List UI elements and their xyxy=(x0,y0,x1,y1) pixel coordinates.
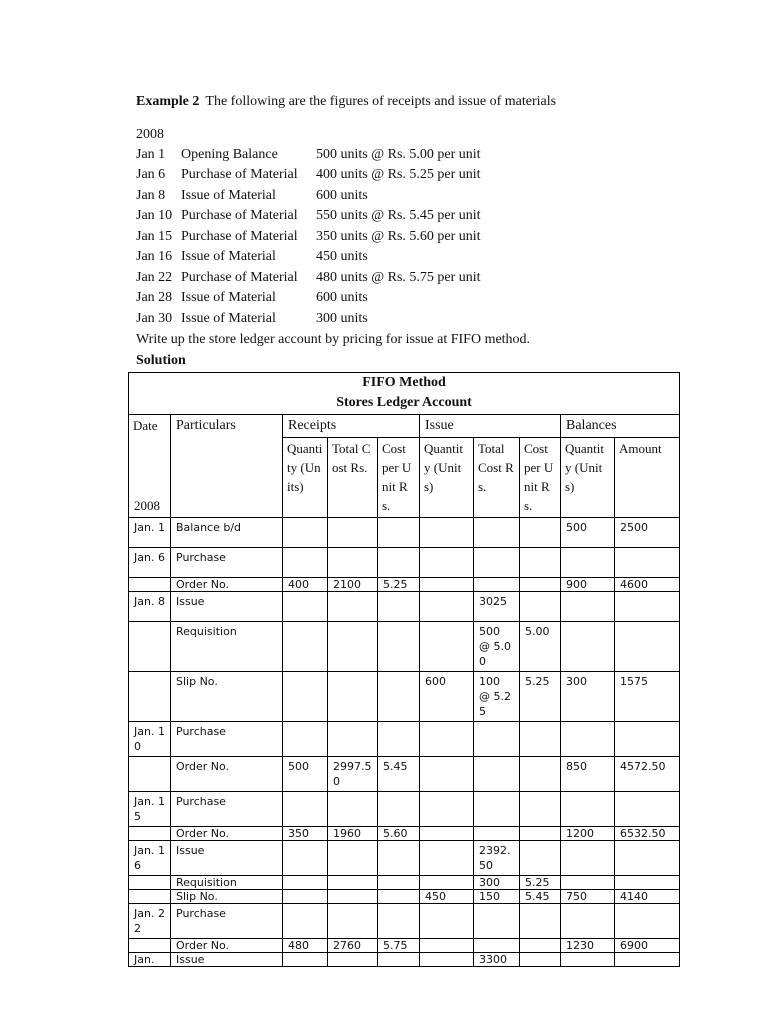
row-issue-quantity: 600 xyxy=(420,672,474,722)
row-receipt-total-cost xyxy=(328,890,378,904)
header-date-label: Date xyxy=(133,418,158,433)
ledger-subtitle: Stores Ledger Account xyxy=(336,395,472,410)
row-issue-total-cost xyxy=(474,904,520,939)
row-receipt-cost-per-unit xyxy=(378,722,420,757)
row-issue-quantity xyxy=(420,548,474,578)
row-receipt-cost-per-unit xyxy=(378,672,420,722)
table-row xyxy=(129,904,680,939)
row-particulars: Issue xyxy=(171,841,283,876)
row-issue-quantity xyxy=(420,757,474,792)
row-issue-quantity xyxy=(420,953,474,967)
row-issue-cost-per-unit xyxy=(520,939,561,953)
row-balance-amount xyxy=(615,548,680,578)
row-receipt-cost-per-unit xyxy=(378,592,420,622)
row-issue-cost-per-unit xyxy=(520,827,561,841)
row-receipt-cost-per-unit xyxy=(378,622,420,672)
row-receipt-quantity xyxy=(283,548,328,578)
row-date xyxy=(129,876,171,890)
row-balance-quantity xyxy=(561,722,615,757)
row-balance-amount: 2500 xyxy=(615,518,680,548)
row-issue-cost-per-unit xyxy=(520,953,561,967)
row-receipt-cost-per-unit xyxy=(378,548,420,578)
row-particulars: Slip No. xyxy=(171,672,283,722)
row-date xyxy=(129,939,171,953)
row-particulars: Purchase xyxy=(171,904,283,939)
row-issue-quantity xyxy=(420,578,474,592)
row-date: Jan. 15 xyxy=(129,792,171,827)
transaction-particular: Purchase of Material xyxy=(181,270,298,285)
header-date xyxy=(129,415,171,518)
transaction-date: Jan 16 xyxy=(136,249,173,264)
row-issue-quantity xyxy=(420,841,474,876)
row-receipt-total-cost xyxy=(328,518,378,548)
row-receipt-quantity xyxy=(283,622,328,672)
row-issue-quantity xyxy=(420,622,474,672)
row-particulars: Issue xyxy=(171,592,283,622)
row-balance-amount xyxy=(615,592,680,622)
row-balance-amount: 4572.50 xyxy=(615,757,680,792)
row-issue-cost-per-unit: 5.25 xyxy=(520,876,561,890)
row-issue-cost-per-unit: 5.45 xyxy=(520,890,561,904)
row-issue-quantity: 450 xyxy=(420,890,474,904)
row-particulars: Order No. xyxy=(171,757,283,792)
transaction-particular: Purchase of Material xyxy=(181,229,298,244)
row-receipt-total-cost: 2100 xyxy=(328,578,378,592)
header-receipts-cost-per-unit: Cost per Unit Rs. xyxy=(378,438,420,518)
table-row xyxy=(129,518,680,548)
transaction-date: Jan 28 xyxy=(136,290,173,305)
row-issue-total-cost: 3025 xyxy=(474,592,520,622)
header-issue-total-cost: Total Cost Rs. xyxy=(474,438,520,518)
row-date xyxy=(129,578,171,592)
row-receipt-total-cost xyxy=(328,841,378,876)
transaction-particular: Purchase of Material xyxy=(181,167,298,182)
row-particulars: Requisition xyxy=(171,876,283,890)
row-balance-quantity xyxy=(561,904,615,939)
row-receipt-total-cost: 1960 xyxy=(328,827,378,841)
row-issue-quantity xyxy=(420,939,474,953)
row-receipt-quantity: 500 xyxy=(283,757,328,792)
transaction-particular: Issue of Material xyxy=(181,249,276,264)
row-receipt-quantity: 400 xyxy=(283,578,328,592)
row-issue-quantity xyxy=(420,792,474,827)
row-date: Jan. 1 xyxy=(129,518,171,548)
row-particulars: Purchase xyxy=(171,548,283,578)
year-label: 2008 xyxy=(136,127,164,142)
transaction-amount: 600 units xyxy=(316,290,368,305)
transaction-particular: Issue of Material xyxy=(181,188,276,203)
row-issue-cost-per-unit: 5.00 xyxy=(520,622,561,672)
row-particulars: Issue xyxy=(171,953,283,967)
row-issue-cost-per-unit xyxy=(520,592,561,622)
row-balance-amount: 4140 xyxy=(615,890,680,904)
table-row xyxy=(129,548,680,578)
row-receipt-cost-per-unit xyxy=(378,953,420,967)
row-balance-quantity: 900 xyxy=(561,578,615,592)
row-balance-quantity: 850 xyxy=(561,757,615,792)
row-receipt-total-cost xyxy=(328,548,378,578)
example-label: Example 2 xyxy=(136,94,200,109)
row-receipt-quantity xyxy=(283,841,328,876)
row-balance-amount xyxy=(615,722,680,757)
transaction-particular: Issue of Material xyxy=(181,311,276,326)
row-receipt-quantity xyxy=(283,592,328,622)
row-particulars: Purchase xyxy=(171,792,283,827)
row-issue-cost-per-unit xyxy=(520,722,561,757)
transaction-date: Jan 30 xyxy=(136,311,173,326)
row-date xyxy=(129,827,171,841)
transaction-amount: 550 units @ Rs. 5.45 per unit xyxy=(316,208,481,223)
table-row xyxy=(129,841,680,876)
transaction-particular: Issue of Material xyxy=(181,290,276,305)
example-text: The following are the figures of receipts and issue of materials xyxy=(205,94,557,109)
table-row xyxy=(129,622,680,672)
row-receipt-total-cost: 2997.50 xyxy=(328,757,378,792)
header-issue: Issue xyxy=(420,415,561,438)
header-issue-quantity: Quantity (Units) xyxy=(420,438,474,518)
row-receipt-total-cost: 2760 xyxy=(328,939,378,953)
header-issue-cost-per-unit: Cost per Unit Rs. xyxy=(520,438,561,518)
row-issue-quantity xyxy=(420,876,474,890)
row-issue-total-cost: 150 xyxy=(474,890,520,904)
row-issue-total-cost xyxy=(474,578,520,592)
row-issue-total-cost: 2392.50 xyxy=(474,841,520,876)
row-balance-quantity: 300 xyxy=(561,672,615,722)
header-date-year: 2008 xyxy=(134,498,160,513)
row-receipt-total-cost xyxy=(328,672,378,722)
row-issue-total-cost: 100 @ 5.25 xyxy=(474,672,520,722)
row-receipt-cost-per-unit xyxy=(378,904,420,939)
row-particulars: Purchase xyxy=(171,722,283,757)
row-receipt-quantity xyxy=(283,953,328,967)
row-issue-cost-per-unit xyxy=(520,578,561,592)
row-issue-total-cost: 500 @ 5.00 xyxy=(474,622,520,672)
transaction-amount: 500 units @ Rs. 5.00 per unit xyxy=(316,147,481,162)
row-receipt-quantity xyxy=(283,672,328,722)
row-balance-quantity xyxy=(561,622,615,672)
row-issue-quantity xyxy=(420,722,474,757)
row-receipt-total-cost xyxy=(328,592,378,622)
row-particulars: Order No. xyxy=(171,578,283,592)
transaction-amount: 450 units xyxy=(316,249,368,264)
ledger-title-cell xyxy=(129,373,680,415)
row-date xyxy=(129,672,171,722)
table-row xyxy=(129,827,680,841)
row-issue-total-cost: 3300 xyxy=(474,953,520,967)
instruction-text: Write up the store ledger account by pricing for issue at FIFO method. xyxy=(136,332,531,347)
header-particulars: Particulars xyxy=(171,415,283,518)
row-receipt-total-cost xyxy=(328,622,378,672)
row-receipt-quantity xyxy=(283,904,328,939)
row-receipt-total-cost xyxy=(328,876,378,890)
row-balance-quantity xyxy=(561,841,615,876)
header-balance-quantity: Quantity (Units) xyxy=(561,438,615,518)
transaction-date: Jan 1 xyxy=(136,147,166,162)
row-issue-total-cost xyxy=(474,518,520,548)
row-particulars: Order No. xyxy=(171,827,283,841)
row-particulars: Order No. xyxy=(171,939,283,953)
transaction-date: Jan 10 xyxy=(136,208,173,223)
row-issue-cost-per-unit xyxy=(520,792,561,827)
table-row xyxy=(129,792,680,827)
row-issue-cost-per-unit xyxy=(520,904,561,939)
row-balance-quantity xyxy=(561,792,615,827)
transaction-particular: Opening Balance xyxy=(181,147,278,162)
row-issue-quantity xyxy=(420,518,474,548)
row-receipt-cost-per-unit xyxy=(378,876,420,890)
row-issue-total-cost xyxy=(474,757,520,792)
row-balance-amount xyxy=(615,622,680,672)
row-balance-quantity: 750 xyxy=(561,890,615,904)
table-row xyxy=(129,876,680,890)
row-issue-quantity xyxy=(420,592,474,622)
transaction-amount: 400 units @ Rs. 5.25 per unit xyxy=(316,167,481,182)
row-balance-amount: 4600 xyxy=(615,578,680,592)
row-date: Jan. 10 xyxy=(129,722,171,757)
row-date: Jan. 6 xyxy=(129,548,171,578)
row-receipt-quantity xyxy=(283,722,328,757)
table-row xyxy=(129,722,680,757)
header-receipts-quantity: Quantity (Units) xyxy=(283,438,328,518)
row-date xyxy=(129,890,171,904)
row-issue-total-cost xyxy=(474,792,520,827)
row-receipt-cost-per-unit xyxy=(378,841,420,876)
row-balance-amount xyxy=(615,953,680,967)
header-balance-amount: Amount xyxy=(615,438,680,518)
header-balances: Balances xyxy=(561,415,680,438)
row-issue-cost-per-unit xyxy=(520,841,561,876)
row-balance-quantity xyxy=(561,548,615,578)
row-issue-total-cost xyxy=(474,827,520,841)
row-receipt-quantity xyxy=(283,890,328,904)
row-issue-cost-per-unit: 5.25 xyxy=(520,672,561,722)
row-receipt-total-cost xyxy=(328,953,378,967)
row-balance-quantity: 1230 xyxy=(561,939,615,953)
row-particulars: Requisition xyxy=(171,622,283,672)
row-issue-cost-per-unit xyxy=(520,757,561,792)
example-heading xyxy=(136,94,556,110)
row-receipt-cost-per-unit: 5.45 xyxy=(378,757,420,792)
row-receipt-cost-per-unit: 5.60 xyxy=(378,827,420,841)
row-date: Jan. 22 xyxy=(129,904,171,939)
row-balance-amount: 1575 xyxy=(615,672,680,722)
row-receipt-quantity xyxy=(283,792,328,827)
table-row xyxy=(129,578,680,592)
transaction-particular: Purchase of Material xyxy=(181,208,298,223)
row-receipt-total-cost xyxy=(328,722,378,757)
transaction-amount: 350 units @ Rs. 5.60 per unit xyxy=(316,229,481,244)
row-receipt-cost-per-unit: 5.25 xyxy=(378,578,420,592)
row-receipt-cost-per-unit xyxy=(378,890,420,904)
row-balance-quantity xyxy=(561,876,615,890)
row-date xyxy=(129,622,171,672)
row-balance-amount xyxy=(615,904,680,939)
header-receipts-total-cost: Total Cost Rs. xyxy=(328,438,378,518)
row-particulars: Slip No. xyxy=(171,890,283,904)
row-balance-amount xyxy=(615,792,680,827)
row-date: Jan. 16 xyxy=(129,841,171,876)
transaction-amount: 600 units xyxy=(316,188,368,203)
row-issue-cost-per-unit xyxy=(520,548,561,578)
row-receipt-cost-per-unit: 5.75 xyxy=(378,939,420,953)
row-balance-amount: 6532.50 xyxy=(615,827,680,841)
row-balance-quantity: 500 xyxy=(561,518,615,548)
row-issue-total-cost xyxy=(474,722,520,757)
row-issue-total-cost xyxy=(474,939,520,953)
transaction-date: Jan 8 xyxy=(136,188,166,203)
row-balance-quantity xyxy=(561,953,615,967)
row-receipt-total-cost xyxy=(328,792,378,827)
table-row xyxy=(129,953,680,967)
row-issue-total-cost xyxy=(474,548,520,578)
row-receipt-quantity xyxy=(283,876,328,890)
row-receipt-quantity: 350 xyxy=(283,827,328,841)
solution-label: Solution xyxy=(136,353,186,368)
row-balance-amount xyxy=(615,876,680,890)
ledger-title: FIFO Method xyxy=(362,375,446,390)
row-receipt-cost-per-unit xyxy=(378,792,420,827)
transaction-date: Jan 6 xyxy=(136,167,166,182)
ledger-body xyxy=(129,518,680,967)
transaction-date: Jan 22 xyxy=(136,270,173,285)
table-row xyxy=(129,672,680,722)
row-particulars: Balance b/d xyxy=(171,518,283,548)
row-balance-quantity: 1200 xyxy=(561,827,615,841)
row-date: Jan. xyxy=(129,953,171,967)
row-receipt-total-cost xyxy=(328,904,378,939)
row-balance-amount xyxy=(615,841,680,876)
row-balance-quantity xyxy=(561,592,615,622)
header-receipts: Receipts xyxy=(283,415,420,438)
row-receipt-quantity: 480 xyxy=(283,939,328,953)
transaction-amount: 480 units @ Rs. 5.75 per unit xyxy=(316,270,481,285)
row-issue-cost-per-unit xyxy=(520,518,561,548)
table-row xyxy=(129,592,680,622)
row-issue-quantity xyxy=(420,827,474,841)
row-issue-total-cost: 300 xyxy=(474,876,520,890)
transaction-amount: 300 units xyxy=(316,311,368,326)
row-date xyxy=(129,757,171,792)
transaction-date: Jan 15 xyxy=(136,229,173,244)
table-row xyxy=(129,890,680,904)
stores-ledger-table xyxy=(128,372,680,967)
row-balance-amount: 6900 xyxy=(615,939,680,953)
row-receipt-cost-per-unit xyxy=(378,518,420,548)
table-row xyxy=(129,757,680,792)
row-receipt-quantity xyxy=(283,518,328,548)
table-row xyxy=(129,939,680,953)
row-date: Jan. 8 xyxy=(129,592,171,622)
row-issue-quantity xyxy=(420,904,474,939)
